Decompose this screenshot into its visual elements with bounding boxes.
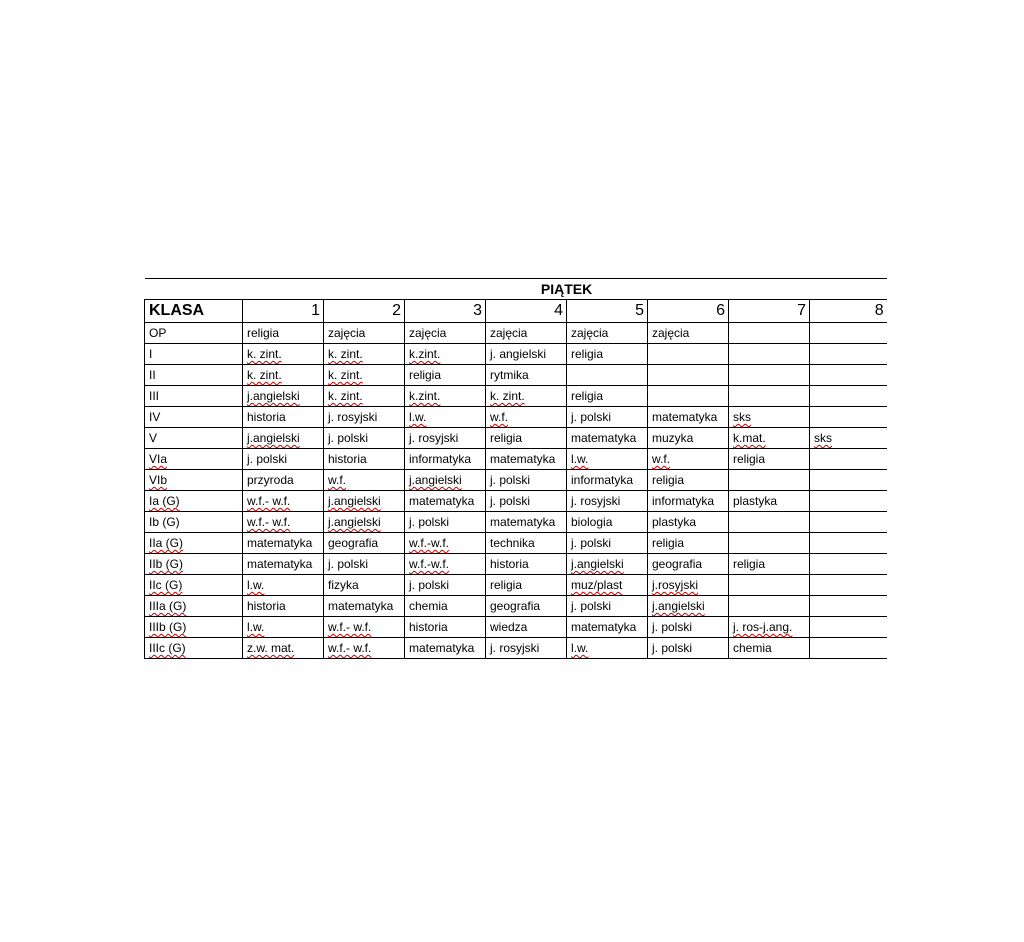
lesson-cell xyxy=(648,386,729,407)
lesson-cell: j.angielski xyxy=(243,386,324,407)
period-header-4: 4 xyxy=(486,300,567,323)
lesson-cell: k.mat. xyxy=(729,428,810,449)
lesson-cell: informatyka xyxy=(405,449,486,470)
period-header-2: 2 xyxy=(324,300,405,323)
lesson-cell: k. zint. xyxy=(486,386,567,407)
lesson-cell: sks xyxy=(729,407,810,428)
lesson-cell: matematyka xyxy=(405,491,486,512)
lesson-cell: przyroda xyxy=(243,470,324,491)
table-row xyxy=(145,365,887,386)
lesson-cell xyxy=(810,596,887,617)
lesson-cell: j. polski xyxy=(486,491,567,512)
lesson-cell xyxy=(810,470,887,491)
lesson-cell xyxy=(810,491,887,512)
lesson-cell: j. polski xyxy=(486,470,567,491)
lesson-cell: fizyka xyxy=(324,575,405,596)
lesson-cell: religia xyxy=(486,428,567,449)
lesson-cell xyxy=(567,365,648,386)
class-cell: IV xyxy=(145,407,243,428)
lesson-cell xyxy=(810,575,887,596)
class-cell: I xyxy=(145,344,243,365)
lesson-cell: matematyka xyxy=(243,533,324,554)
lesson-cell: w.f.- w.f. xyxy=(324,617,405,638)
lesson-cell: zajęcia xyxy=(648,323,729,344)
lesson-cell xyxy=(810,365,887,386)
lesson-cell xyxy=(810,386,887,407)
lesson-cell: historia xyxy=(324,449,405,470)
lesson-cell xyxy=(729,470,810,491)
lesson-cell: j. polski xyxy=(324,554,405,575)
lesson-cell: informatyka xyxy=(648,491,729,512)
lesson-cell: l.w. xyxy=(243,617,324,638)
lesson-cell: j.angielski xyxy=(243,428,324,449)
table-row xyxy=(145,491,887,512)
title-gap-cell xyxy=(145,279,243,300)
klasa-header: KLASA xyxy=(145,300,243,323)
table-row xyxy=(145,638,887,659)
period-header-6: 6 xyxy=(648,300,729,323)
lesson-cell: matematyka xyxy=(648,407,729,428)
lesson-cell: j. polski xyxy=(405,512,486,533)
lesson-cell xyxy=(729,344,810,365)
lesson-cell xyxy=(810,554,887,575)
lesson-cell: k. zint. xyxy=(324,365,405,386)
lesson-cell: religia xyxy=(567,344,648,365)
class-cell: IIb (G) xyxy=(145,554,243,575)
lesson-cell: w.f. xyxy=(648,449,729,470)
lesson-cell: sks xyxy=(810,428,887,449)
table-row xyxy=(145,617,887,638)
lesson-cell: z.w. mat. xyxy=(243,638,324,659)
lesson-cell: historia xyxy=(243,596,324,617)
lesson-cell: w.f. xyxy=(486,407,567,428)
lesson-cell: j.angielski xyxy=(324,512,405,533)
lesson-cell: l.w. xyxy=(567,449,648,470)
lesson-cell: muz/plast xyxy=(567,575,648,596)
class-cell: Ib (G) xyxy=(145,512,243,533)
table-row xyxy=(145,470,887,491)
table-row xyxy=(145,428,887,449)
lesson-cell: religia xyxy=(648,533,729,554)
table-row xyxy=(145,407,887,428)
lesson-cell: informatyka xyxy=(567,470,648,491)
table-row xyxy=(145,386,887,407)
lesson-cell: j.angielski xyxy=(648,596,729,617)
lesson-cell: k. zint. xyxy=(243,344,324,365)
lesson-cell: j. rosyjski xyxy=(324,407,405,428)
lesson-cell xyxy=(729,596,810,617)
period-header-1: 1 xyxy=(243,300,324,323)
lesson-cell: j.rosyjski xyxy=(648,575,729,596)
lesson-cell: j. polski xyxy=(567,407,648,428)
lesson-cell: w.f.- w.f. xyxy=(243,512,324,533)
class-cell: IIa (G) xyxy=(145,533,243,554)
lesson-cell: technika xyxy=(486,533,567,554)
class-cell: IIIa (G) xyxy=(145,596,243,617)
table-row xyxy=(145,449,887,470)
lesson-cell: k.zint. xyxy=(405,386,486,407)
day-title: PIĄTEK xyxy=(243,279,887,300)
lesson-cell: j. polski xyxy=(648,617,729,638)
lesson-cell xyxy=(648,365,729,386)
class-cell: Ia (G) xyxy=(145,491,243,512)
header-row xyxy=(145,300,887,323)
lesson-cell: k. zint. xyxy=(324,344,405,365)
lesson-cell xyxy=(810,407,887,428)
lesson-cell: zajęcia xyxy=(324,323,405,344)
lesson-cell xyxy=(729,575,810,596)
lesson-cell: chemia xyxy=(405,596,486,617)
lesson-cell: w.f.-w.f. xyxy=(405,533,486,554)
table-row xyxy=(145,554,887,575)
lesson-cell: matematyka xyxy=(405,638,486,659)
table-row xyxy=(145,323,887,344)
lesson-cell: j.angielski xyxy=(567,554,648,575)
table-row xyxy=(145,575,887,596)
lesson-cell: religia xyxy=(567,386,648,407)
class-cell: IIIb (G) xyxy=(145,617,243,638)
lesson-cell: matematyka xyxy=(486,449,567,470)
lesson-cell: zajęcia xyxy=(405,323,486,344)
title-row xyxy=(145,279,887,300)
lesson-cell: biologia xyxy=(567,512,648,533)
lesson-cell: chemia xyxy=(729,638,810,659)
lesson-cell: w.f.- w.f. xyxy=(324,638,405,659)
table-row xyxy=(145,596,887,617)
period-header-3: 3 xyxy=(405,300,486,323)
lesson-cell: religia xyxy=(648,470,729,491)
lesson-cell xyxy=(648,344,729,365)
class-cell: III xyxy=(145,386,243,407)
lesson-cell: matematyka xyxy=(567,428,648,449)
lesson-cell xyxy=(729,365,810,386)
lesson-cell: j. rosyjski xyxy=(405,428,486,449)
lesson-cell xyxy=(729,386,810,407)
lesson-cell xyxy=(810,344,887,365)
lesson-cell xyxy=(729,512,810,533)
lesson-cell xyxy=(810,449,887,470)
lesson-cell: l.w. xyxy=(567,638,648,659)
lesson-cell: w.f.- w.f. xyxy=(243,491,324,512)
lesson-cell: matematyka xyxy=(567,617,648,638)
lesson-cell: religia xyxy=(729,554,810,575)
period-header-7: 7 xyxy=(729,300,810,323)
lesson-cell: j. polski xyxy=(243,449,324,470)
class-cell: IIIc (G) xyxy=(145,638,243,659)
class-cell: II xyxy=(145,365,243,386)
lesson-cell: plastyka xyxy=(729,491,810,512)
lesson-cell xyxy=(810,638,887,659)
lesson-cell xyxy=(729,533,810,554)
lesson-cell: l.w. xyxy=(243,575,324,596)
lesson-cell: matematyka xyxy=(243,554,324,575)
lesson-cell xyxy=(810,533,887,554)
lesson-cell: religia xyxy=(486,575,567,596)
lesson-cell: muzyka xyxy=(648,428,729,449)
class-cell: VIa xyxy=(145,449,243,470)
lesson-cell: geografia xyxy=(486,596,567,617)
period-header-5: 5 xyxy=(567,300,648,323)
lesson-cell: j. polski xyxy=(324,428,405,449)
lesson-cell xyxy=(810,323,887,344)
lesson-cell: j. ros-j.ang. xyxy=(729,617,810,638)
lesson-cell: matematyka xyxy=(324,596,405,617)
lesson-cell: religia xyxy=(729,449,810,470)
lesson-cell: j. polski xyxy=(567,533,648,554)
lesson-cell: j. rosyjski xyxy=(567,491,648,512)
lesson-cell xyxy=(810,617,887,638)
lesson-cell: j.angielski xyxy=(324,491,405,512)
lesson-cell: plastyka xyxy=(648,512,729,533)
lesson-cell xyxy=(810,512,887,533)
lesson-cell: j.angielski xyxy=(405,470,486,491)
lesson-cell: religia xyxy=(243,323,324,344)
period-header-8: 8 xyxy=(810,300,887,323)
lesson-cell: w.f. xyxy=(324,470,405,491)
schedule-table xyxy=(144,278,887,659)
lesson-cell: k.zint. xyxy=(405,344,486,365)
table-row xyxy=(145,344,887,365)
lesson-cell: j. angielski xyxy=(486,344,567,365)
lesson-cell: wiedza xyxy=(486,617,567,638)
lesson-cell: historia xyxy=(486,554,567,575)
lesson-cell: k. zint. xyxy=(243,365,324,386)
lesson-cell: rytmika xyxy=(486,365,567,386)
lesson-cell: j. polski xyxy=(405,575,486,596)
table-row xyxy=(145,512,887,533)
lesson-cell: zajęcia xyxy=(486,323,567,344)
lesson-cell: religia xyxy=(405,365,486,386)
class-cell: V xyxy=(145,428,243,449)
table-row xyxy=(145,533,887,554)
lesson-cell: j. polski xyxy=(567,596,648,617)
lesson-cell: zajęcia xyxy=(567,323,648,344)
lesson-cell: w.f.-w.f. xyxy=(405,554,486,575)
lesson-cell: geografia xyxy=(324,533,405,554)
lesson-cell: j. rosyjski xyxy=(486,638,567,659)
lesson-cell xyxy=(729,323,810,344)
lesson-cell: k. zint. xyxy=(324,386,405,407)
lesson-cell: j. polski xyxy=(648,638,729,659)
schedule-sheet xyxy=(144,278,886,659)
lesson-cell: historia xyxy=(405,617,486,638)
lesson-cell: l.w. xyxy=(405,407,486,428)
class-cell: VIb xyxy=(145,470,243,491)
lesson-cell: geografia xyxy=(648,554,729,575)
class-cell: OP xyxy=(145,323,243,344)
lesson-cell: historia xyxy=(243,407,324,428)
class-cell: IIc (G) xyxy=(145,575,243,596)
lesson-cell: matematyka xyxy=(486,512,567,533)
